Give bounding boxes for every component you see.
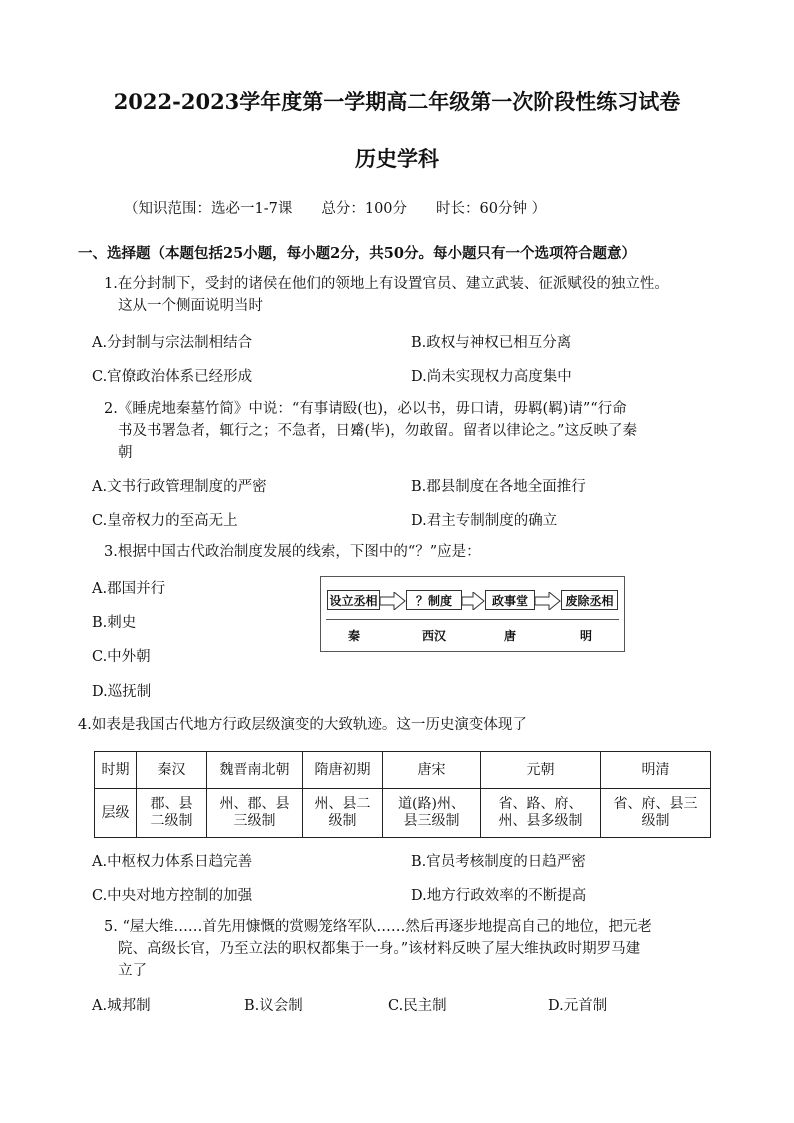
table-cell: [481, 789, 601, 838]
q1-stem-line1: 1.在分封制下，受封的诸侯在他们的领地上有设置官员、建立武装、征派赋役的独立性。: [104, 276, 669, 292]
q5-stem-line2: 院、高级长官，乃至立法的职权都集于一身。”该材料反映了屋大维执政时期罗马建: [118, 941, 641, 957]
q3-option-c[interactable]: C.中外朝: [92, 649, 151, 665]
flow-arrow-1-icon: [380, 592, 406, 610]
q2-option-b[interactable]: B.郡县制度在各地全面推行: [411, 479, 586, 495]
flow-label-qin: 秦: [347, 629, 360, 643]
q3-option-b[interactable]: B.刺史: [92, 615, 137, 631]
q4-stem: 4.如表是我国古代地方行政层级演变的大致轨迹。这一历史演变体现了: [78, 717, 527, 733]
table-cell-line: 省、府、县三: [613, 796, 698, 812]
q5-option-d[interactable]: D.元首制: [548, 998, 608, 1014]
flow-label-tang: 唐: [503, 629, 516, 643]
table-header-cell: 唐宋: [383, 752, 481, 789]
table-cell: [303, 789, 383, 838]
q1-option-c[interactable]: C.官僚政治体系已经形成: [92, 369, 253, 385]
table-header-cell: 时期: [95, 752, 137, 789]
section-heading: 一、选择题（本题包括25小题，每小题2分，共50分。每小题只有一个选项符合题意）: [78, 245, 636, 262]
table-header-cell: 元朝: [481, 752, 601, 789]
table-cell-line: 县三级制: [403, 813, 460, 829]
exam-title: 2022-2023学年度第一学期高二年级第一次阶段性练习试卷: [113, 89, 681, 114]
table-cell-line: 州、郡、县: [219, 796, 290, 812]
flow-box-4: 废除丞相: [561, 590, 618, 610]
table-cell-line: 三级制: [233, 813, 276, 829]
table-cell-line: 道(路)州、: [398, 796, 465, 812]
q5-option-a[interactable]: A.城邦制: [92, 998, 151, 1014]
q3-option-d[interactable]: D.巡抚制: [92, 684, 152, 700]
table-header-row: [95, 752, 711, 789]
q2-option-c[interactable]: C.皇帝权力的至高无上: [92, 513, 238, 529]
table-row: [95, 789, 711, 838]
q2-option-d[interactable]: D.君主专制制度的确立: [411, 513, 558, 529]
table-header-cell: 隋唐初期: [303, 752, 383, 789]
exam-info: （知识范围：选必一1-7课 总分：100分 时长：60分钟 ）: [124, 201, 547, 217]
q2-option-a[interactable]: A.文书行政管理制度的严密: [92, 479, 267, 495]
q2-stem-line3: 朝: [118, 445, 133, 461]
q2-stem-line1: 2.《睡虎地秦墓竹简》中说：“有事请殹(也)，必以书，毋口请，毋羁(羁)请”“行命: [104, 401, 627, 417]
flow-arrow-2-icon: [462, 592, 485, 610]
table-cell: [137, 789, 207, 838]
q5-option-b[interactable]: B.议会制: [244, 998, 303, 1014]
flow-label-ming: 明: [579, 629, 592, 643]
table-cell-line: 郡、县: [150, 796, 193, 812]
q5-option-c[interactable]: C.民主制: [388, 998, 447, 1014]
table-cell-line: 省、路、府、: [498, 796, 583, 812]
flow-box-1: 设立丞相: [327, 590, 380, 610]
flow-box-3: 政事堂: [485, 590, 535, 610]
q4-option-c[interactable]: C.中央对地方控制的加强: [92, 888, 253, 904]
political-system-flow-diagram: [320, 576, 625, 652]
table-cell: [601, 789, 711, 838]
q4-option-d[interactable]: D.地方行政效率的不断提高: [411, 888, 587, 904]
table-cell: [207, 789, 303, 838]
q1-stem-line2: 这从一个侧面说明当时: [118, 298, 263, 314]
table-header-cell: 秦汉: [137, 752, 207, 789]
flow-label-xihan: 西汉: [421, 629, 446, 643]
flow-timeline: [326, 619, 619, 620]
table-cell-line: 级制: [328, 813, 357, 829]
q3-stem: 3.根据中国古代政治制度发展的线索，下图中的“？”应是：: [104, 544, 481, 560]
q5-stem-line1: 5. “屋大维……首先用慷慨的赏赐笼络军队……然后再逐步地提高自己的地位，把元老: [104, 919, 652, 935]
q4-option-a[interactable]: A.中枢权力体系日趋完善: [92, 854, 253, 870]
admin-levels-table: [94, 751, 711, 838]
q4-option-b[interactable]: B.官员考核制度的日趋严密: [411, 854, 586, 870]
q1-option-a[interactable]: A.分封制与宗法制相结合: [92, 335, 253, 351]
q3-option-a[interactable]: A.郡国并行: [92, 581, 166, 597]
q2-stem-line2: 书及书署急者，辄行之；不急者，日觱(毕)，勿敢留。留者以律论之。”这反映了秦: [118, 423, 637, 439]
q5-stem-line3: 立了: [118, 963, 147, 979]
table-cell: [383, 789, 481, 838]
table-header-cell: 明清: [601, 752, 711, 789]
table-header-cell: 魏晋南北朝: [207, 752, 303, 789]
table-row-label: 层级: [95, 789, 137, 838]
table-cell-line: 级制: [641, 813, 670, 829]
q1-option-d[interactable]: D.尚未实现权力高度集中: [411, 369, 572, 385]
subject-title: 历史学科: [355, 146, 439, 171]
flow-arrow-3-icon: [535, 592, 561, 610]
q1-option-b[interactable]: B.政权与神权已相互分离: [411, 335, 572, 351]
table-cell-line: 二级制: [150, 813, 193, 829]
table-cell-line: 州、县二: [314, 796, 371, 812]
flow-box-2: ？制度: [406, 590, 462, 610]
table-cell-line: 州、县多级制: [498, 813, 583, 829]
